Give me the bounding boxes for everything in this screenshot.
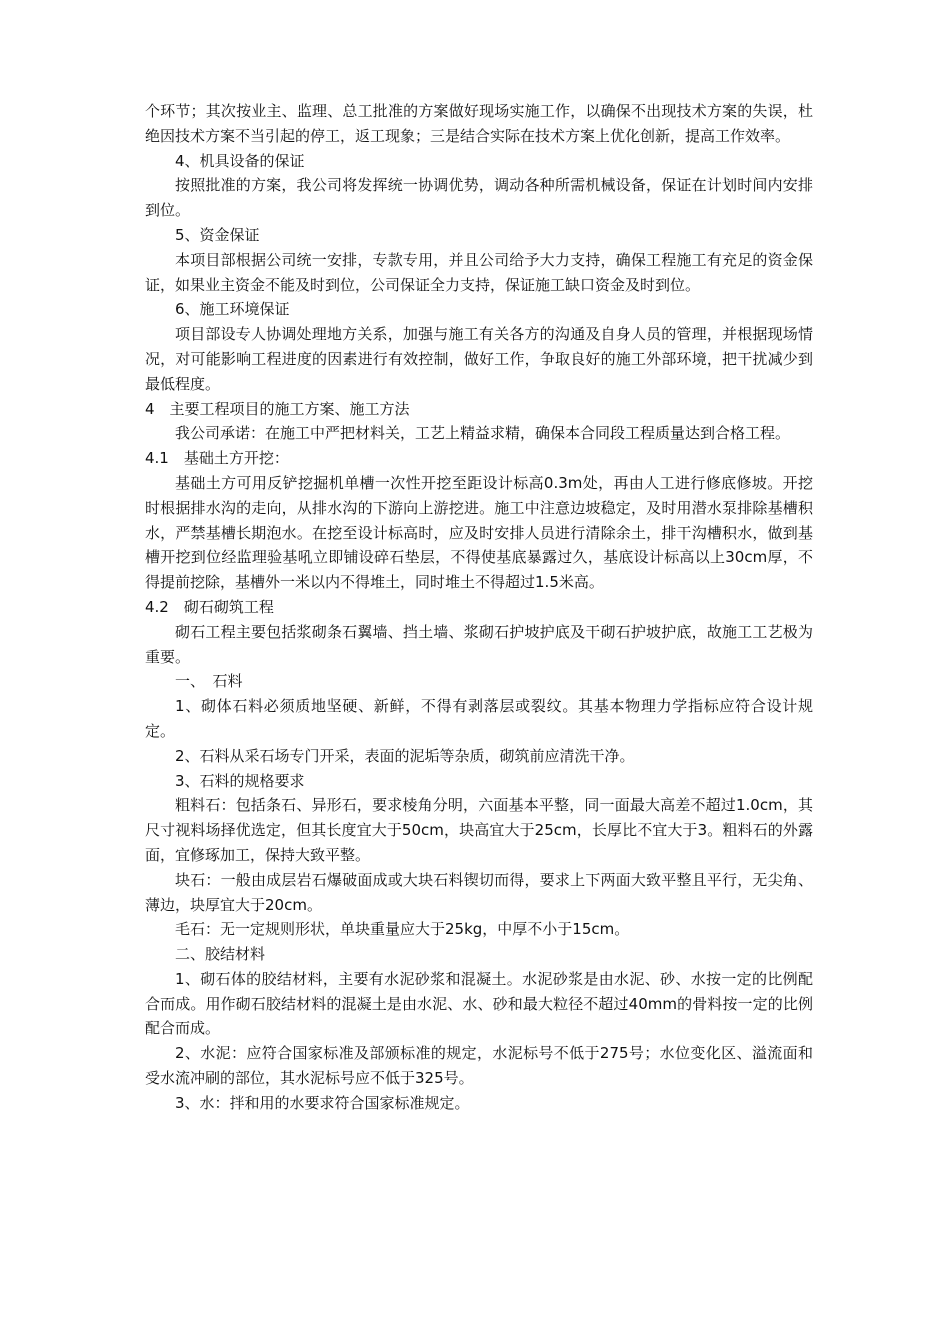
section-heading: 一、 石料 [175,672,243,691]
paragraph: 块石：一般由成层岩石爆破面成或大块石料锲切而得，要求上下两面大致平整且平行，无尖角、薄边，块厚宜大于20cm。 [145,870,813,914]
paragraph: 我公司承诺：在施工中严把材料关，工艺上精益求精，确保本合同段工程质量达到合格工程。 [175,424,791,443]
paragraph: 基础土方可用反铲挖掘机单槽一次性开挖至距设计标高0.3m处，再由人工进行修底修坡。开挖时根据排水沟的走向，从排水沟的下游向上游挖进。施工中注意边坡稳定，及时用潜水泵排除基槽积水，严禁基槽长期泡水。在挖至设计标高时，应及时安排人员进行清除余土，排干沟槽积水，做到基槽开挖到位经监理验基吼立即铺设碎石垫层，不得使基底暴露过久，基底设计标高以上30cm厚，不得提前挖除，基槽外一米以内不得堆土，同时堆土不得超过1.5米高。 [145,473,813,592]
paragraph: 粗料石：包括条石、异形石，要求棱角分明，六面基本平整，同一面最大高差不超过1.0cm，其尺寸视料场择优选定，但其长度宜大于50cm，块高宜大于25cm，长厚比不宜大于3。粗料石的外露面，宜修琢加工，保持大致平整。 [145,796,813,864]
paragraph: 3、水：拌和用的水要求符合国家标准规定。 [175,1093,470,1112]
chapter-heading: 4 主要工程项目的施工方案、施工方法 [145,399,410,418]
paragraph: 1、砌体石料必须质地坚硬、新鲜，不得有剥落层或裂纹。其基本物理力学指标应符合设计规定。 [145,697,813,740]
paragraph: 毛石：无一定规则形状，单块重量应大于25kg，中厚不小于15cm。 [175,920,630,939]
section-heading: 5、资金保证 [175,225,260,244]
subsection-heading: 4.2 砌石砌筑工程 [145,597,274,616]
paragraph: 2、水泥：应符合国家标准及部颁标准的规定，水泥标号不低于275号；水位变化区、溢流面和受水流冲刷的部位，其水泥标号应不低于325号。 [145,1044,813,1088]
section-heading: 6、施工环境保证 [175,300,290,319]
paragraph: 1、砌石体的胶结材料，主要有水泥砂浆和混凝土。水泥砂浆是由水泥、砂、水按一定的比例配合而成。用作砌石胶结材料的混凝土是由水泥、水、砂和最大粒径不超过40mm的骨料按一定的比例配合而成。 [145,969,813,1038]
subsection-heading: 4.1 基础土方开挖： [145,449,289,468]
paragraph: 3、石料的规格要求 [175,771,305,790]
section-heading: 4、机具设备的保证 [175,151,305,170]
section-heading: 二、胶结材料 [175,945,266,964]
paragraph: 项目部设专人协调处理地方关系，加强与施工有关各方的沟通及自身人员的管理，并根据现场情况，对可能影响工程进度的因素进行有效控制，做好工作，争取良好的施工外部环境，把干扰减少到最低程度。 [145,325,813,393]
paragraph: 2、石料从采石场专门开采，表面的泥垢等杂质，砌筑前应清洗干净。 [175,746,635,765]
paragraph: 按照批准的方案，我公司将发挥统一协调优势，调动各种所需机械设备，保证在计划时间内安排到位。 [145,176,813,220]
document-body [145,99,813,1116]
paragraph: 个环节；其次按业主、监理、总工批准的方案做好现场实施工作，以确保不出现技术方案的失误，杜绝因技术方案不当引起的停工，返工现象；三是结合实际在技术方案上优化创新，提高工作效率。 [145,102,813,145]
paragraph: 砌石工程主要包括浆砌条石翼墙、挡土墙、浆砌石护坡护底及干砌石护坡护底，故施工工艺极为重要。 [145,622,813,666]
paragraph: 本项目部根据公司统一安排，专款专用，并且公司给予大力支持，确保工程施工有充足的资金保证，如果业主资金不能及时到位，公司保证全力支持，保证施工缺口资金及时到位。 [145,250,813,294]
